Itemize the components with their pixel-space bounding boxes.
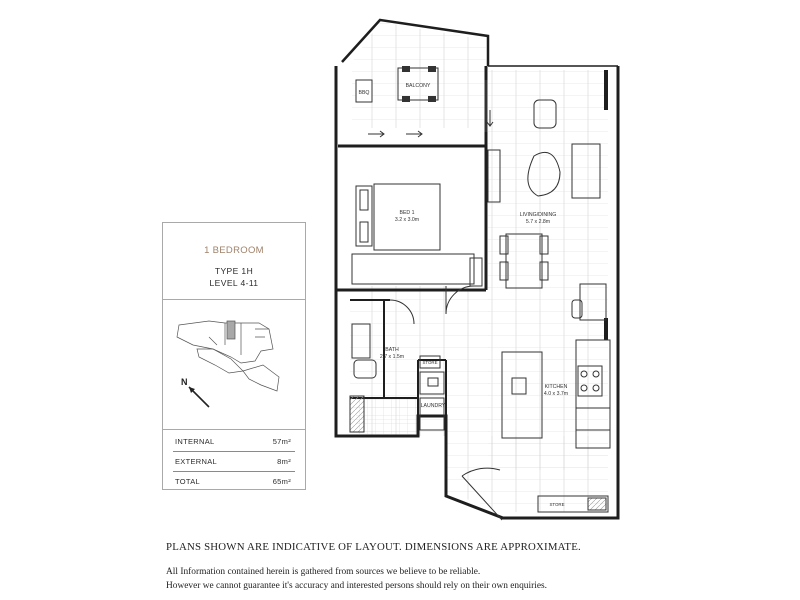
external-area-value: 8m² [277,457,291,466]
external-area-row [173,453,295,472]
unit-category: 1 BEDROOM [204,245,264,256]
internal-area-row [173,433,295,452]
total-area-row [173,473,295,491]
laundry-label: LAUNDRY [420,403,446,409]
disclaimer-line-2: However we cannot guarantee it's accuracy and interested persons should rely on their own enquiries. [166,581,547,591]
entry-store-label: STORE [549,502,565,507]
bath-label: BATH [385,347,399,353]
internal-area-value: 57m² [272,437,291,446]
living-dining-label: LIVING/DINING [519,212,557,218]
unit-level: LEVEL 4-11 [209,278,259,288]
balcony-label: BALCONY [405,83,431,89]
compass-label: N [181,377,188,387]
bbq-label: BBQ [358,90,370,96]
card-divider [163,299,305,300]
unit-type: TYPE 1H [214,266,254,276]
living-dining-dimensions: 5.7 x 2.8m [525,219,551,225]
internal-area-label: INTERNAL [175,437,215,446]
total-area-value: 65m² [272,477,291,486]
disclaimer-heading: PLANS SHOWN ARE INDICATIVE OF LAYOUT. DIMENSIONS ARE APPROXIMATE. [166,541,581,553]
disclaimer-line-1: All Information contained herein is gathered from sources we believe to be reliable. [166,567,481,577]
bath-store-label: STORE [422,360,438,365]
bath-dimensions: 2.7 x 1.5m [379,354,405,360]
key-plan [169,315,301,435]
kitchen-dimensions: 4.0 x 3.7m [543,391,569,397]
card-divider [163,429,305,430]
bed1-dimensions: 3.2 x 3.0m [394,217,420,223]
kitchen-label: KITCHEN [544,384,568,390]
external-area-label: EXTERNAL [175,457,217,466]
floor-tiling [350,22,608,512]
unit-info-card [162,222,306,490]
total-area-label: TOTAL [175,477,200,486]
bed1-label: BED 1 [399,210,415,216]
